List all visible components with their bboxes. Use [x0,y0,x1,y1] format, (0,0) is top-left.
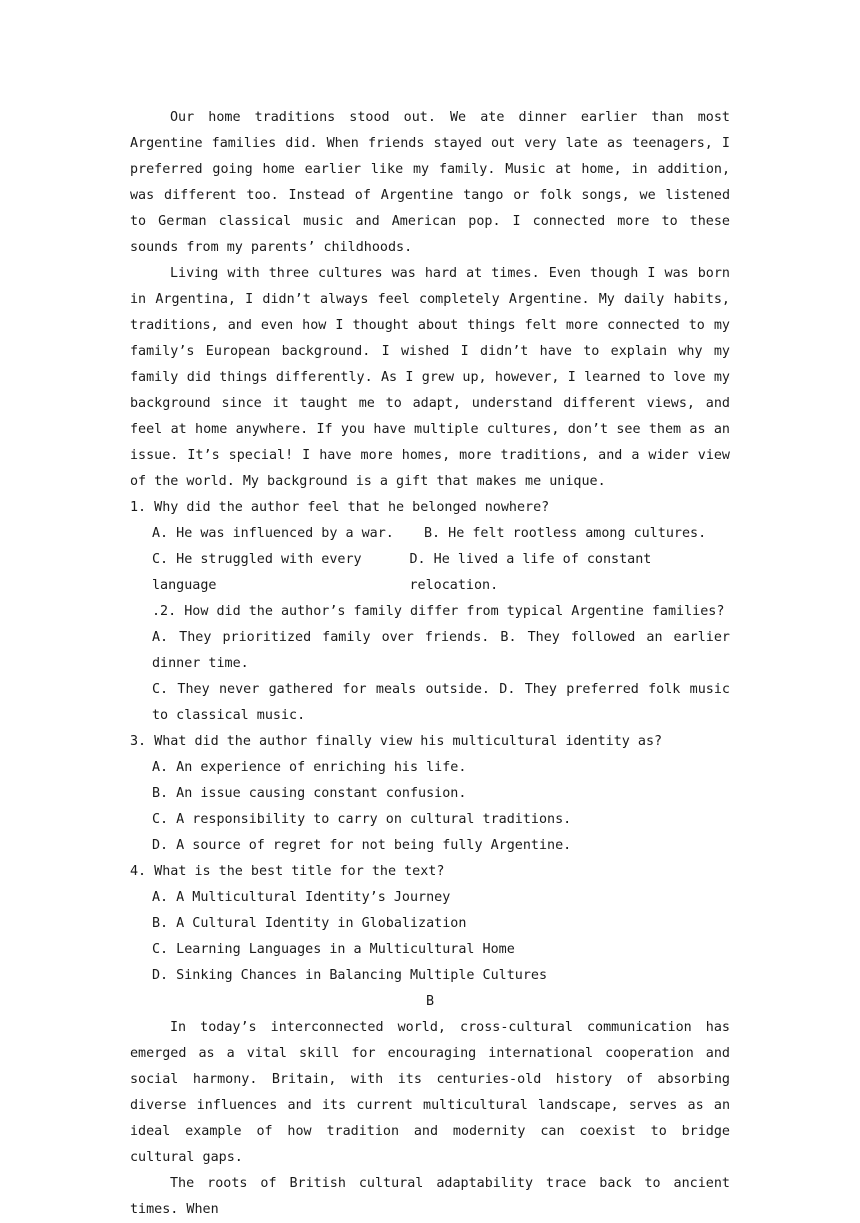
question-4-stem: 4. What is the best title for the text? [130,864,445,879]
paragraph-cross-cultural: In today’s interconnected world, cross-cultural communication has emerged as a vital skill for encouraging international cooperation and social harmony. Britain, with its centuries-old history of absorbing diverse influences and its current multicultural landscape, serves as an ideal example of how tradition and modernity can coexist to bridge cultural gaps. [130,1020,730,1165]
question-4-option-c: C. Learning Languages in a Multicultural Home [152,942,515,957]
question-3-stem: 3. What did the author finally view his multicultural identity as? [130,734,663,749]
question-2-options-cd: C. They never gathered for meals outside. D. They preferred folk music to classical music. [152,682,730,723]
paragraph-british-roots: The roots of British cultural adaptability trace back to ancient times. When [130,1176,730,1217]
paragraph-three-cultures: Living with three cultures was hard at times. Even though I was born in Argentina, I didn’t always feel completely Argentine. My daily habits, traditions, and even how I thought about things felt more connected to my family’s European background. I wished I didn’t have to explain why my family did things differently. As I grew up, however, I learned to love my background since it taught me to adapt, understand different views, and feel at home anywhere. If you have multiple cultures, don’t see them as an issue. It’s special! I have more homes, more traditions, and a wider view of the world. My background is a gift that makes me unique. [130,266,730,489]
question-3-option-b: B. An issue causing constant confusion. [152,786,467,801]
question-1-option-d: D. He lived a life of constant relocation. [409,552,652,593]
question-4-option-d: D. Sinking Chances in Balancing Multiple Cultures [152,968,548,983]
question-1-options-row-1 [130,521,730,547]
question-4-option-a: A. A Multicultural Identity’s Journey [152,890,451,905]
question-3-option-c: C. A responsibility to carry on cultural traditions. [152,812,572,827]
question-2-stem: .2. How did the author’s family differ from typical Argentine families? [152,604,725,619]
section-b-heading: B [425,994,435,1009]
question-2-options-ab: A. They prioritized family over friends. B. They followed an earlier dinner time. [152,630,730,671]
question-1-option-c: C. He struggled with every language [152,552,362,593]
question-3-option-a: A. An experience of enriching his life. [152,760,467,775]
question-1-option-b: B. He felt rootless among cultures. [424,526,707,541]
question-1-option-a: A. He was influenced by a war. [152,526,394,541]
question-1-options-row-2 [130,547,730,599]
question-1-stem: 1. Why did the author feel that he belonged nowhere? [130,500,550,515]
paragraph-home-traditions: Our home traditions stood out. We ate dinner earlier than most Argentine families did. When friends stayed out very late as teenagers, I preferred going home earlier like my family. Music at home, in addition, was different too. Instead of Argentine tango or folk songs, we listened to German classical music and American pop. I connected more to these sounds from my parents’ childhoods. [130,110,730,255]
question-4-option-b: B. A Cultural Identity in Globalization [152,916,467,931]
document-page [130,105,730,1223]
question-3-option-d: D. A source of regret for not being fully Argentine. [152,838,572,853]
